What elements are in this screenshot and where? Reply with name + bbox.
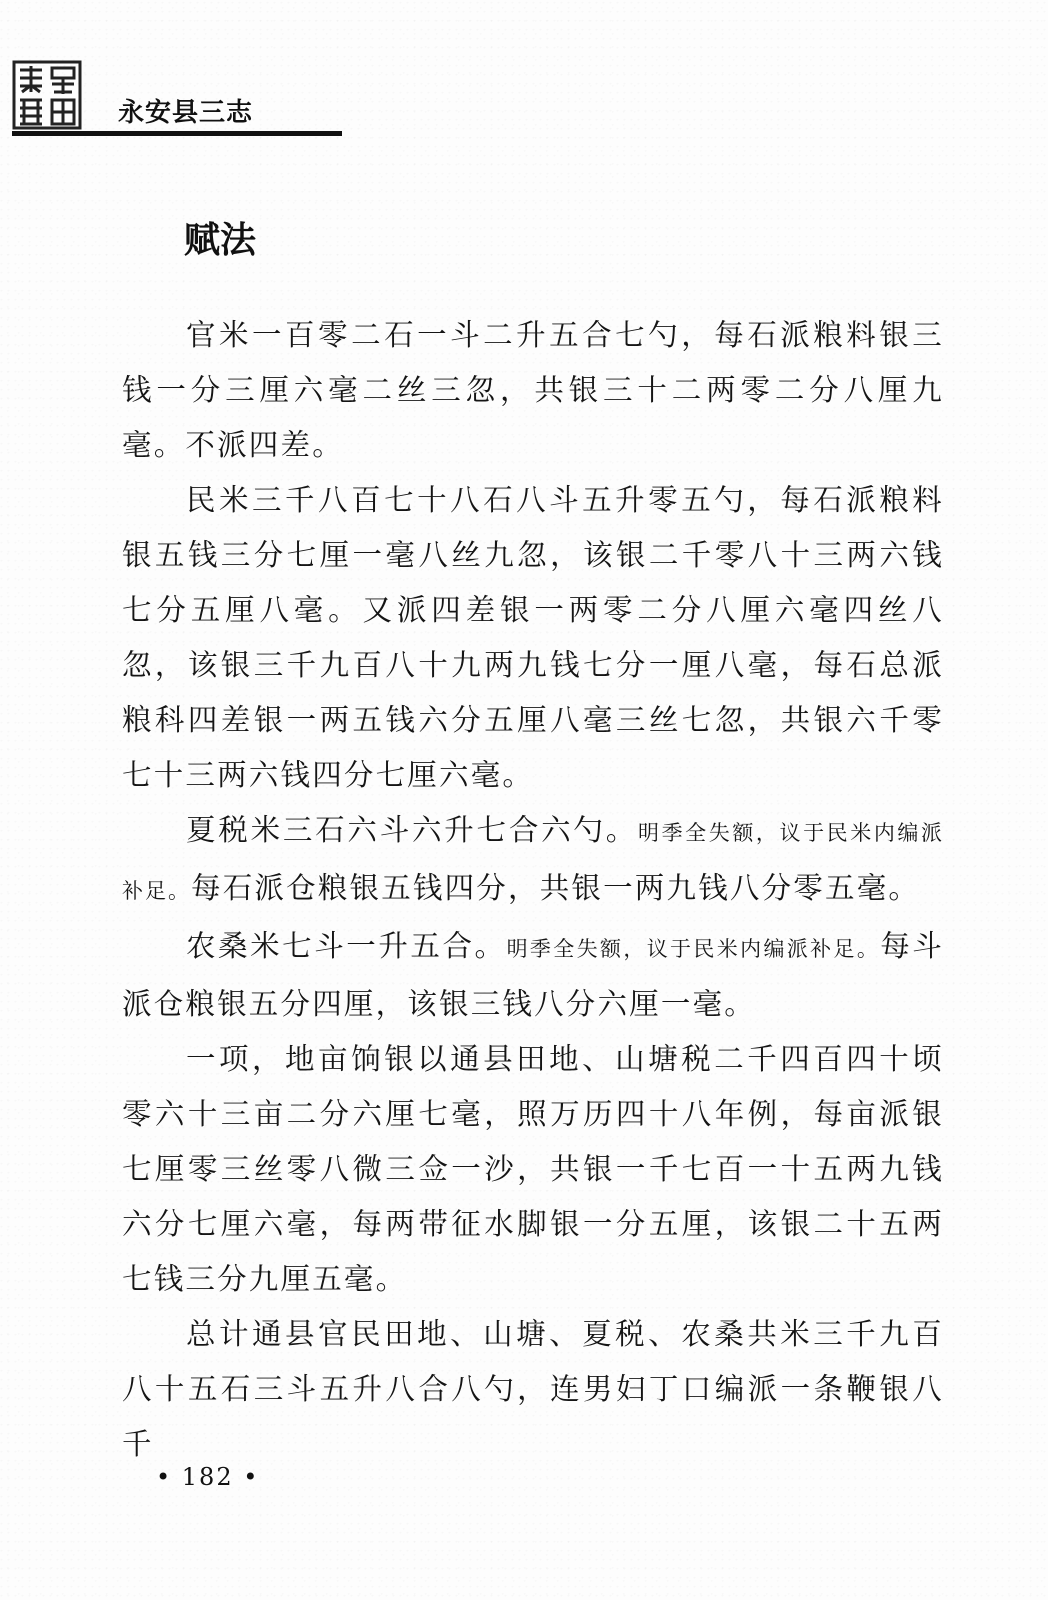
paragraph-text: 夏税米三石六斗六升七合六勺。 xyxy=(186,813,638,847)
paragraph-text: 官米一百零二石一斗二升五合七勺，每石派粮料银三钱一分三厘六毫二丝三忽，共银三十二两零二分八厘九毫。不派四差。 xyxy=(122,318,944,462)
annotation-note: 明季全失额，议于民米内编派补足。 xyxy=(506,937,881,961)
paragraph-text: 总计通县官民田地、山塘、夏税、农桑共米三千九百八十五石三斗五升八合八勺，连男妇丁口编派一条鞭银八千 xyxy=(122,1317,944,1461)
paragraph-text: 民米三千八百七十八石八斗五升零五勺，每石派粮料银五钱三分七厘一毫八丝九忽，该银二千零八十三两六钱七分五厘八毫。又派四差银一两零二分八厘六毫四丝八忽，该银三千九百八十九两九钱七分一厘八毫，每石总派粮科四差银一两五钱六分五厘八毫三丝七忽，共银六千零七十三两六钱四分七厘六毫。 xyxy=(122,483,944,792)
header-rule xyxy=(12,131,342,136)
paragraph-text: 一项，地亩饷银以通县田地、山塘税二千四百四十顷零六十三亩二分六厘七毫，照万历四十八年例，每亩派银七厘零三丝零八微三佥一沙，共银一千七百一十五两九钱六分七厘六毫，每两带征水脚银一分五厘，该银二十五两七钱三分九厘五毫。 xyxy=(122,1042,944,1296)
paragraph xyxy=(122,803,944,919)
paragraph xyxy=(122,1307,944,1472)
section-heading: 赋法 xyxy=(184,220,257,261)
paragraph-text: 每石派仓粮银五钱四分，共银一两九钱八分零五毫。 xyxy=(191,871,921,905)
paragraph-text: 农桑米七斗一升五合。 xyxy=(186,929,507,963)
paragraph xyxy=(122,1032,944,1307)
body-text xyxy=(122,308,944,1472)
seal-logo xyxy=(12,60,82,130)
paragraph xyxy=(122,308,944,473)
paragraph xyxy=(122,919,944,1032)
paragraph-text: 每斗派仓粮银五分四厘，该银三钱八分六厘一毫。 xyxy=(122,929,945,1021)
running-title: 永安县三志 xyxy=(118,98,254,128)
annotation-note: 明季全失额，议于民米内编派补足。 xyxy=(122,821,944,903)
page-number: • 182 • xyxy=(156,1463,260,1491)
paragraph xyxy=(122,473,944,803)
